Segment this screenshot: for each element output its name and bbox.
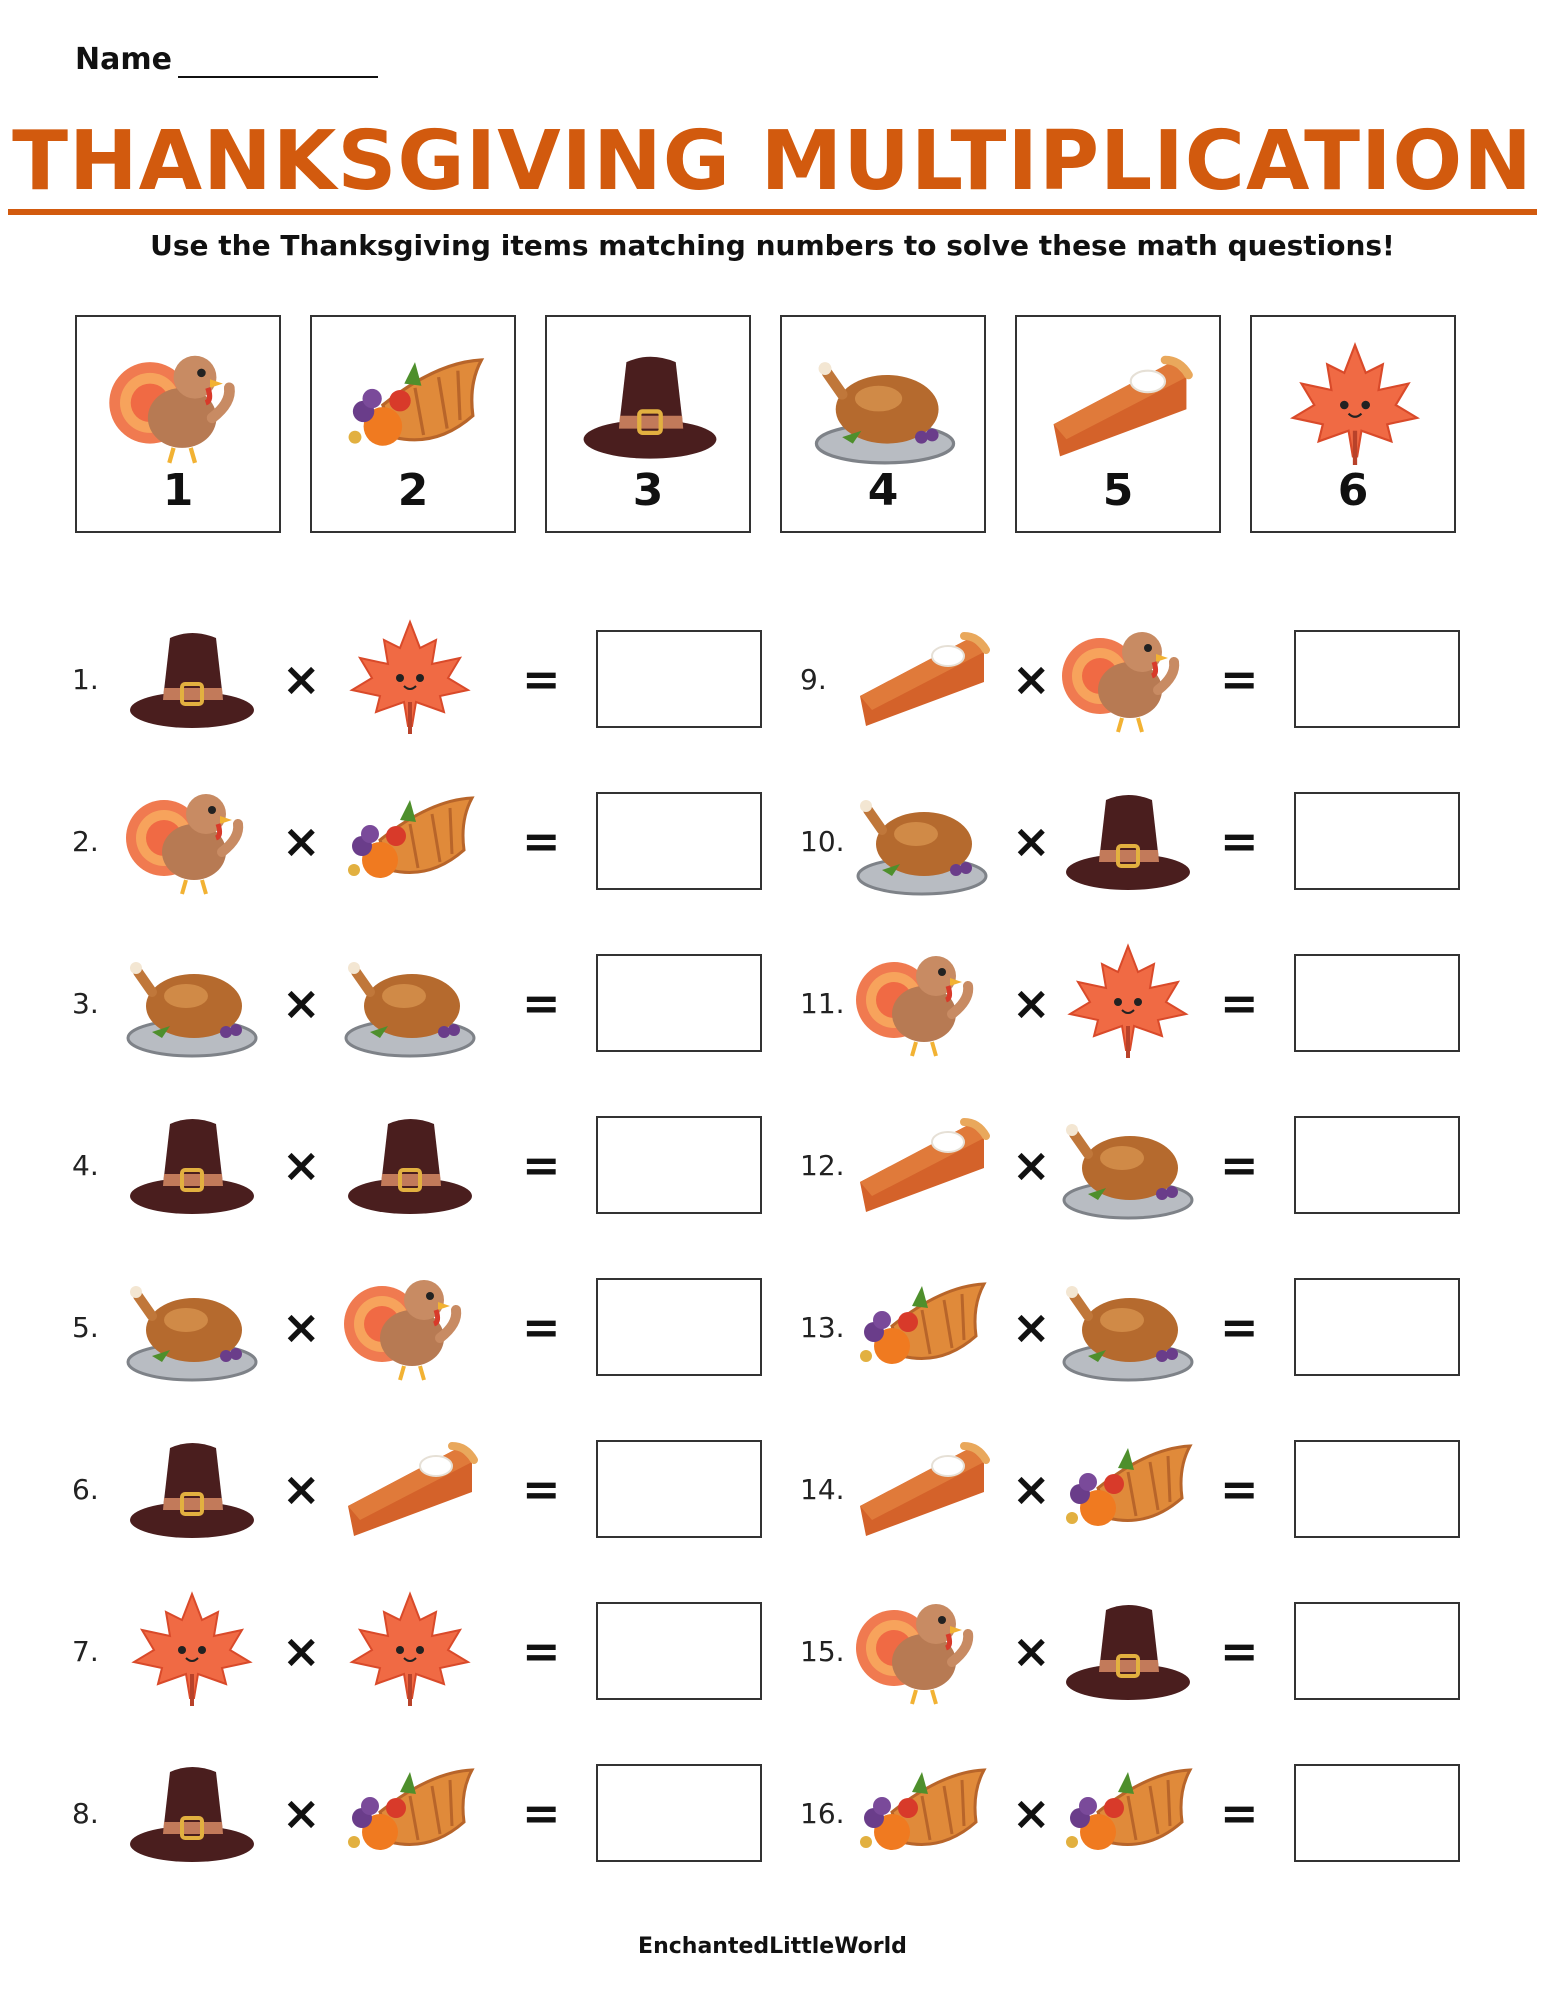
answer-box[interactable] xyxy=(1294,1116,1460,1214)
key-number: 3 xyxy=(632,465,664,516)
key-number: 2 xyxy=(397,465,429,516)
pie-icon xyxy=(852,1428,992,1548)
times-sign: × xyxy=(282,1462,321,1516)
times-sign: × xyxy=(1012,1462,1051,1516)
cornucopia-icon xyxy=(1058,1428,1198,1548)
page-title xyxy=(0,112,1545,212)
times-sign: × xyxy=(1012,1300,1051,1354)
key-box-6 xyxy=(1250,315,1456,533)
answer-box[interactable] xyxy=(596,1764,762,1862)
maple-leaf-icon xyxy=(1058,942,1198,1062)
key-number: 5 xyxy=(1102,465,1134,516)
equals-sign: = xyxy=(522,976,561,1030)
roast-turkey-icon xyxy=(122,942,262,1062)
answer-box[interactable] xyxy=(1294,630,1460,728)
pilgrim-hat-icon xyxy=(122,1752,262,1872)
turkey-icon xyxy=(122,780,262,900)
question-number: 8. xyxy=(72,1797,99,1830)
equals-sign: = xyxy=(522,652,561,706)
key-box-1 xyxy=(75,315,281,533)
times-sign: × xyxy=(1012,1624,1051,1678)
equals-sign: = xyxy=(522,1462,561,1516)
key-box-4 xyxy=(780,315,986,533)
answer-box[interactable] xyxy=(596,1602,762,1700)
equals-sign: = xyxy=(1220,814,1259,868)
equals-sign: = xyxy=(1220,1462,1259,1516)
name-row xyxy=(75,40,378,78)
answer-box[interactable] xyxy=(1294,1278,1460,1376)
times-sign: × xyxy=(282,1786,321,1840)
times-sign: × xyxy=(282,814,321,868)
key-box-2 xyxy=(310,315,516,533)
times-sign: × xyxy=(1012,652,1051,706)
question-number: 14. xyxy=(800,1473,845,1506)
equals-sign: = xyxy=(522,1300,561,1354)
question-number: 11. xyxy=(800,987,845,1020)
cornucopia-icon xyxy=(1058,1752,1198,1872)
equals-sign: = xyxy=(1220,652,1259,706)
maple-leaf-icon xyxy=(340,618,480,738)
pilgrim-hat-icon xyxy=(122,618,262,738)
equals-sign: = xyxy=(1220,1300,1259,1354)
page-title-text: THANKSGIVING MULTIPLICATION xyxy=(8,114,1537,215)
name-field[interactable] xyxy=(178,40,378,78)
pilgrim-hat-icon xyxy=(575,335,725,475)
question-number: 7. xyxy=(72,1635,99,1668)
maple-leaf-icon xyxy=(122,1590,262,1710)
times-sign: × xyxy=(282,1300,321,1354)
times-sign: × xyxy=(282,976,321,1030)
answer-box[interactable] xyxy=(1294,792,1460,890)
key-box-5 xyxy=(1015,315,1221,533)
cornucopia-icon xyxy=(340,335,490,475)
answer-box[interactable] xyxy=(596,954,762,1052)
turkey-icon xyxy=(105,335,255,475)
pie-icon xyxy=(852,618,992,738)
question-number: 10. xyxy=(800,825,845,858)
equals-sign: = xyxy=(522,1138,561,1192)
pilgrim-hat-icon xyxy=(340,1104,480,1224)
pilgrim-hat-icon xyxy=(122,1104,262,1224)
answer-box[interactable] xyxy=(596,630,762,728)
question-number: 3. xyxy=(72,987,99,1020)
roast-turkey-icon xyxy=(852,780,992,900)
footer-brand: EnchantedLittleWorld xyxy=(638,1934,907,1959)
name-label: Name xyxy=(75,42,172,77)
pie-icon xyxy=(340,1428,480,1548)
question-number: 16. xyxy=(800,1797,845,1830)
equals-sign: = xyxy=(1220,1786,1259,1840)
times-sign: × xyxy=(1012,976,1051,1030)
times-sign: × xyxy=(1012,1786,1051,1840)
maple-leaf-icon xyxy=(340,1590,480,1710)
pie-icon xyxy=(852,1104,992,1224)
turkey-icon xyxy=(1058,618,1198,738)
turkey-icon xyxy=(340,1266,480,1386)
instructions: Use the Thanksgiving items matching numbers to solve these math questions! xyxy=(150,229,1395,262)
question-number: 6. xyxy=(72,1473,99,1506)
roast-turkey-icon xyxy=(1058,1104,1198,1224)
question-number: 12. xyxy=(800,1149,845,1182)
cornucopia-icon xyxy=(340,1752,480,1872)
key-number: 6 xyxy=(1337,465,1369,516)
answer-box[interactable] xyxy=(596,792,762,890)
pilgrim-hat-icon xyxy=(122,1428,262,1548)
turkey-icon xyxy=(852,942,992,1062)
times-sign: × xyxy=(1012,814,1051,868)
roast-turkey-icon xyxy=(340,942,480,1062)
times-sign: × xyxy=(282,652,321,706)
cornucopia-icon xyxy=(852,1266,992,1386)
question-number: 9. xyxy=(800,663,827,696)
equals-sign: = xyxy=(1220,1624,1259,1678)
equals-sign: = xyxy=(1220,976,1259,1030)
cornucopia-icon xyxy=(852,1752,992,1872)
cornucopia-icon xyxy=(340,780,480,900)
key-box-3 xyxy=(545,315,751,533)
answer-box[interactable] xyxy=(596,1278,762,1376)
times-sign: × xyxy=(282,1138,321,1192)
answer-box[interactable] xyxy=(596,1116,762,1214)
equals-sign: = xyxy=(522,1786,561,1840)
equals-sign: = xyxy=(1220,1138,1259,1192)
answer-box[interactable] xyxy=(1294,1602,1460,1700)
times-sign: × xyxy=(1012,1138,1051,1192)
roast-turkey-icon xyxy=(122,1266,262,1386)
answer-box[interactable] xyxy=(596,1440,762,1538)
question-number: 4. xyxy=(72,1149,99,1182)
equals-sign: = xyxy=(522,1624,561,1678)
roast-turkey-icon xyxy=(810,335,960,475)
answer-box[interactable] xyxy=(1294,1764,1460,1862)
maple-leaf-icon xyxy=(1280,335,1430,475)
question-number: 2. xyxy=(72,825,99,858)
pilgrim-hat-icon xyxy=(1058,780,1198,900)
pie-icon xyxy=(1045,335,1195,475)
answer-box[interactable] xyxy=(1294,954,1460,1052)
key-number: 4 xyxy=(867,465,899,516)
question-number: 1. xyxy=(72,663,99,696)
pilgrim-hat-icon xyxy=(1058,1590,1198,1710)
question-number: 5. xyxy=(72,1311,99,1344)
roast-turkey-icon xyxy=(1058,1266,1198,1386)
question-number: 15. xyxy=(800,1635,845,1668)
equals-sign: = xyxy=(522,814,561,868)
times-sign: × xyxy=(282,1624,321,1678)
key-number: 1 xyxy=(162,465,194,516)
answer-box[interactable] xyxy=(1294,1440,1460,1538)
turkey-icon xyxy=(852,1590,992,1710)
question-number: 13. xyxy=(800,1311,845,1344)
